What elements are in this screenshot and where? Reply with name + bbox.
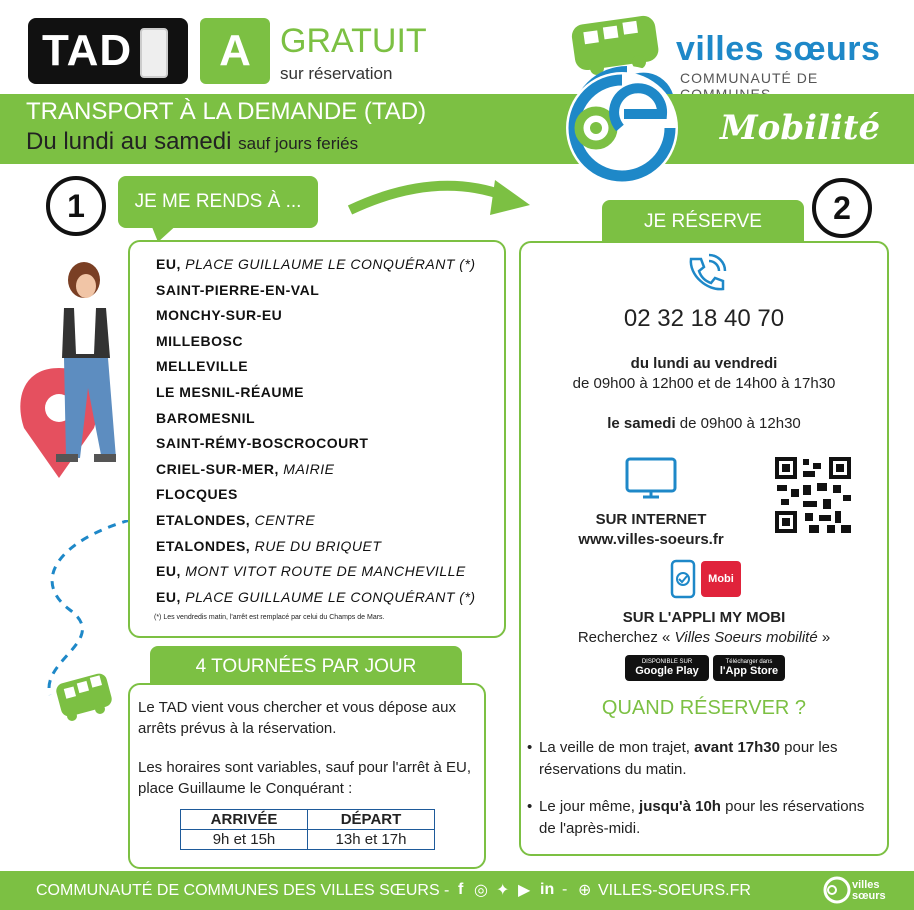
band-except: sauf jours feriés xyxy=(238,134,359,153)
mobile-check-icon xyxy=(669,559,697,599)
twitter-icon[interactable]: ✦ xyxy=(496,882,510,899)
search-instruction xyxy=(521,629,887,646)
google-big: Google Play xyxy=(635,665,699,677)
stop-detail: CENTRE xyxy=(254,512,316,528)
search-suffix: » xyxy=(821,629,831,646)
gratuit-label: GRATUIT xyxy=(280,22,427,60)
footer-text: COMMUNAUTÉ DE COMMUNES DES VILLES SŒURS - xyxy=(36,882,450,899)
linkedin-icon[interactable]: in xyxy=(540,881,555,898)
stop-detail: MAIRIE xyxy=(283,460,335,477)
footer-logo-icon xyxy=(822,875,852,905)
instagram-icon[interactable]: ◎ xyxy=(474,882,488,899)
stop-name: MONCHY-SUR-EU xyxy=(156,307,283,324)
band-days-text: Du lundi au samedi xyxy=(26,128,232,155)
val-depart: 13h et 17h xyxy=(308,830,435,850)
logo-subtitle: COMMUNAUTÉ DE xyxy=(680,70,819,86)
footer-separator: - xyxy=(562,881,568,898)
qr-code-icon[interactable] xyxy=(773,455,853,535)
mobilite-label: Mobilité xyxy=(720,108,881,148)
youtube-icon[interactable]: ▶ xyxy=(518,882,531,899)
stop-item xyxy=(156,563,466,579)
val-arrivee: 9h et 15h xyxy=(181,830,308,850)
footer-logo-text: villes sœurs xyxy=(852,879,886,902)
line-letter-badge: A xyxy=(200,18,270,84)
woman-illustration-icon xyxy=(14,258,124,488)
arrow-icon xyxy=(345,160,535,230)
reservation-box xyxy=(519,241,889,856)
facebook-icon[interactable]: f xyxy=(458,881,464,898)
stop-detail: PLACE GUILLAUME LE CONQUÉRANT (*) xyxy=(185,588,476,605)
stop-name: BAROMESNIL xyxy=(156,409,256,426)
col-arrivee: ARRIVÉE xyxy=(181,810,308,830)
logo-oe-icon xyxy=(560,70,690,190)
stop-item xyxy=(156,538,381,554)
bullet-1: • La veille de mon trajet, avant 17h30 pour les réservations du matin. xyxy=(527,739,838,778)
globe-icon: ⊕ xyxy=(578,882,592,899)
stop-item xyxy=(156,358,248,374)
week-hours: de 09h00 à 12h00 et de 14h00 à 17h30 xyxy=(572,375,836,392)
stop-item xyxy=(156,307,282,323)
tad-badge xyxy=(28,18,188,84)
horaires-table xyxy=(180,809,435,850)
stop-item xyxy=(156,256,476,272)
band-title: TRANSPORT À LA DEMANDE (TAD) xyxy=(26,98,427,125)
google-play-button[interactable] xyxy=(625,655,709,681)
stop-item xyxy=(156,333,243,349)
col-depart: DÉPART xyxy=(308,810,435,830)
stop-item xyxy=(156,486,238,502)
je-me-rends-tag: JE ME RENDS À ... xyxy=(118,176,318,228)
stop-name: EU, xyxy=(156,563,181,580)
stop-item xyxy=(156,435,368,451)
footer-site[interactable]: VILLES-SOEURS.FR xyxy=(598,882,751,899)
stop-name: MELLEVILLE xyxy=(156,358,249,375)
stop-name: MILLEBOSC xyxy=(156,332,243,349)
my-mobi-app-icon[interactable]: Mobi xyxy=(701,561,741,597)
b1-a: La veille de mon trajet, xyxy=(539,739,690,756)
b2-c: pour les réservations de l'après-midi. xyxy=(539,798,865,837)
band-days xyxy=(26,128,358,156)
b2-a: Le jour même, xyxy=(539,798,635,815)
stops-footnote: (*) Les vendredis matin, l'arrêt est remplacé par celui du Champs de Mars. xyxy=(154,614,385,621)
je-reserve-tag: JE RÉSERVE xyxy=(602,200,804,244)
app-label: SUR L'APPLI MY MOBI xyxy=(622,609,786,626)
stop-item xyxy=(156,410,255,426)
stop-name: CRIEL-SUR-MER, xyxy=(156,460,279,477)
bus-icon xyxy=(52,668,118,728)
stop-item xyxy=(156,461,335,477)
stop-name: LE MESNIL-RÉAUME xyxy=(156,384,304,400)
apple-small: Télécharger dans xyxy=(725,659,773,665)
tournees-text-2: Les horaires sont variables, sauf pour l'arrêt à EU, place Guillaume le Conquérant : xyxy=(138,759,472,797)
saturday-hours: de 09h00 à 12h30 xyxy=(679,415,801,432)
search-term: Villes Soeurs mobilité xyxy=(674,629,818,646)
stop-name: ETALONDES, xyxy=(156,537,251,554)
stop-item xyxy=(156,282,319,298)
footer xyxy=(0,871,914,910)
stop-detail: MONT VITOT ROUTE DE MANCHEVILLE xyxy=(185,563,466,580)
phone-call-icon xyxy=(683,253,727,297)
stop-name: FLOCQUES xyxy=(156,486,238,503)
stop-item xyxy=(156,384,304,400)
bullet-2: • Le jour même, jusqu'à 10h pour les réservations de l'après-midi. xyxy=(527,798,865,837)
b2-b: jusqu'à 10h xyxy=(639,798,721,815)
step-1-number: 1 xyxy=(46,176,106,236)
b1-c: pour les réservations du matin. xyxy=(539,739,838,778)
tad-band xyxy=(0,94,600,164)
phone-number[interactable]: 02 32 18 40 70 xyxy=(623,305,785,332)
tournees-text-1: Le TAD vient vous chercher et vous dépose aux arrêts prévus à la réservation. xyxy=(138,699,456,737)
stop-name: SAINT-PIERRE-EN-VAL xyxy=(156,281,320,298)
smartphone-icon xyxy=(140,28,168,78)
google-small: DISPONIBLE SUR xyxy=(641,659,693,665)
stop-item xyxy=(156,512,315,528)
tad-label: TAD xyxy=(42,26,133,75)
app-store-button[interactable] xyxy=(713,655,785,681)
stop-name: EU, xyxy=(156,588,181,605)
b1-b: avant 17h30 xyxy=(694,739,780,756)
internet-label: SUR INTERNET xyxy=(595,511,707,528)
step-2-number: 2 xyxy=(812,178,872,238)
stop-item xyxy=(156,589,476,605)
week-label: du lundi au vendredi xyxy=(630,355,778,372)
tournees-tag: 4 TOURNÉES PAR JOUR xyxy=(150,646,462,688)
sur-reservation-label: sur réservation xyxy=(280,64,393,83)
search-prefix: Recherchez « xyxy=(577,629,671,646)
tournees-box xyxy=(128,683,486,869)
computer-icon xyxy=(623,455,679,505)
stops-box xyxy=(128,240,506,638)
logo-name: villes sœurs xyxy=(676,30,881,68)
stop-detail: RUE DU BRIQUET xyxy=(254,537,382,554)
when-title: QUAND RÉSERVER ? xyxy=(601,697,807,719)
stop-detail: PLACE GUILLAUME LE CONQUÉRANT (*) xyxy=(185,256,476,272)
stop-name: SAINT-RÉMY-BOSCROCOURT xyxy=(156,435,369,452)
stop-name: ETALONDES, xyxy=(156,512,251,528)
apple-big: l'App Store xyxy=(719,665,779,677)
stop-name: EU, xyxy=(156,256,181,272)
saturday-hours-line xyxy=(521,415,887,432)
saturday-label: le samedi xyxy=(607,415,676,432)
internet-url[interactable]: www.villes-soeurs.fr xyxy=(578,531,724,548)
